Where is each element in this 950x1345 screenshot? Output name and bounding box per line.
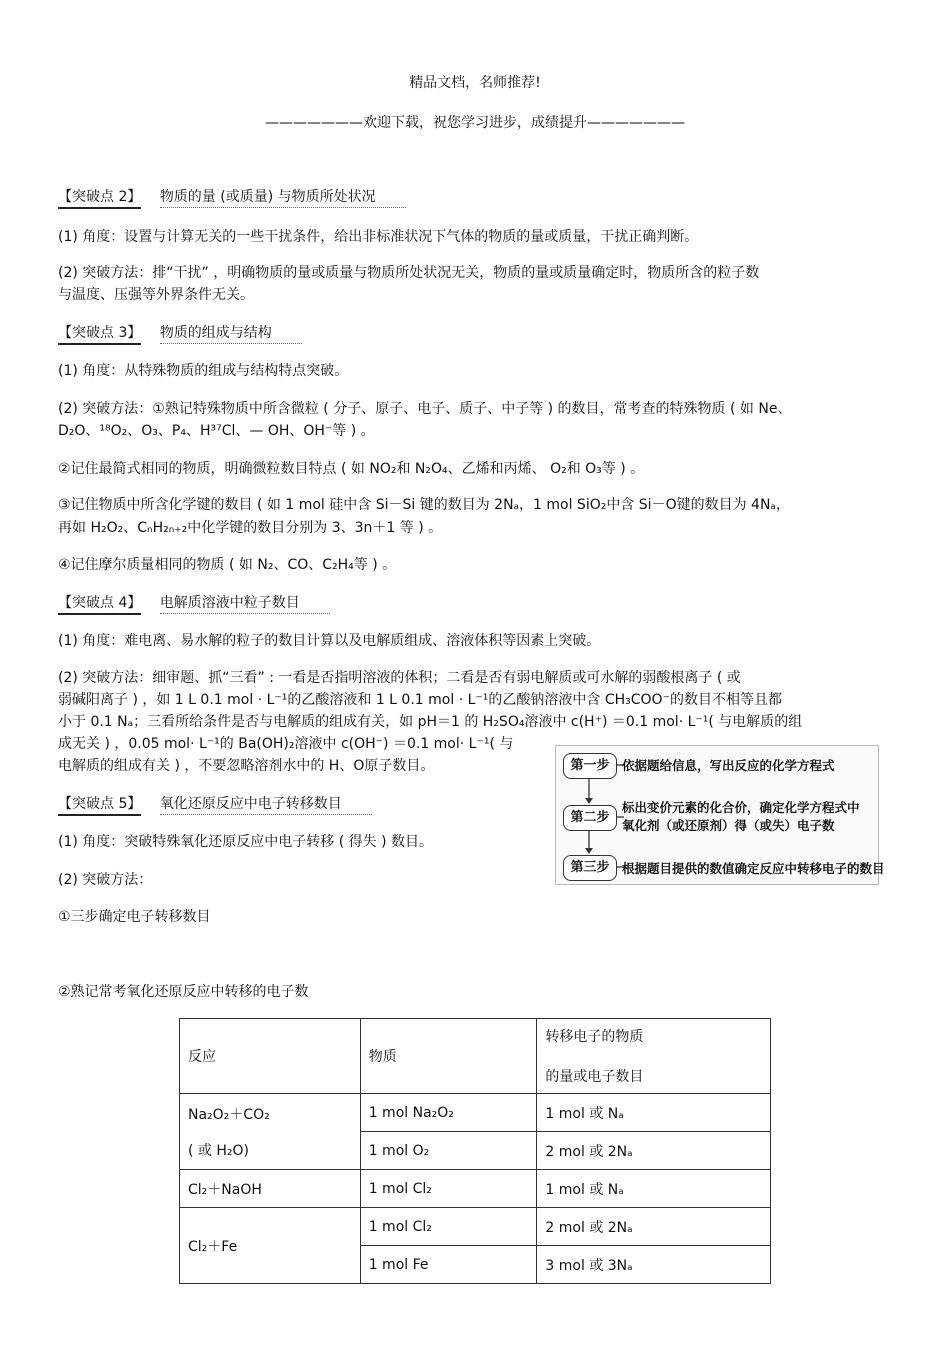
electrons-cell: 1 mol 或 Nₐ bbox=[537, 1170, 771, 1208]
section-3-heading bbox=[58, 322, 302, 342]
section-3-tag: 【突破点 3】 bbox=[58, 325, 141, 345]
s4-method-line3: 小于 0.1 Nₐ；三看所给条件是否与电解质的组成有关，如 pH＝1 的 H₂SO₄溶液中 c(H⁺) ＝0.1 mol· L⁻¹( 与电解质的组 bbox=[58, 714, 803, 730]
flow-step-1: 第一步 bbox=[563, 753, 617, 779]
table-header-row bbox=[180, 1019, 771, 1094]
s3-item3-line2: 再如 H₂O₂、CₙH₂ₙ₊₂中化学键的数目分别为 3、3n＋1 等 ) 。 bbox=[58, 520, 443, 536]
header-subtitle: ———————欢迎下载，祝您学习进步，成绩提升——————— bbox=[265, 115, 685, 131]
s3-item2: ②记住最简式相同的物质，明确微粒数目特点 ( 如 NO₂和 N₂O₄、乙烯和丙烯、 O₂和 O₃等 ) 。 bbox=[58, 461, 645, 477]
table-row bbox=[180, 1208, 771, 1246]
reaction-line1: Na₂O₂＋CO₂ bbox=[188, 1106, 270, 1123]
flow-step-2: 第二步 bbox=[563, 805, 617, 831]
table-row bbox=[180, 1094, 771, 1132]
header-electrons bbox=[537, 1019, 771, 1094]
table-row bbox=[180, 1170, 771, 1208]
reaction-line2: ( 或 H₂O) bbox=[188, 1142, 249, 1159]
section-2-title: 物质的量 (或质量) 与物质所处状况 bbox=[160, 189, 406, 208]
header-electrons-line2: 的量或电子数目 bbox=[545, 1069, 644, 1085]
section-3-title: 物质的组成与结构 bbox=[160, 325, 302, 344]
s5-method: (2) 突破方法： bbox=[58, 872, 153, 888]
electron-transfer-table bbox=[179, 1018, 771, 1284]
electrons-cell: 2 mol 或 2Nₐ bbox=[537, 1208, 771, 1246]
header-substance: 物质 bbox=[360, 1019, 537, 1094]
section-5-heading bbox=[58, 793, 372, 813]
section-4-title: 电解质溶液中粒子数目 bbox=[160, 595, 330, 614]
header-title: 精品文档，名师推荐! bbox=[409, 75, 541, 91]
section-5-tag: 【突破点 5】 bbox=[58, 796, 141, 816]
s5-item2: ②熟记常考氧化还原反应中转移的电子数 bbox=[58, 984, 309, 1000]
reaction-cell bbox=[180, 1094, 361, 1170]
s3-angle: (1) 角度：从特殊物质的组成与结构特点突破。 bbox=[58, 363, 349, 379]
flow-step-1-text: 依据题给信息，写出反应的化学方程式 bbox=[622, 758, 835, 773]
s4-method-line4: 成无关 ) ，0.05 mol· L⁻¹的 Ba(OH)₂溶液中 c(OH⁻) ＝0.1 mol· L⁻¹( 与 bbox=[58, 736, 514, 752]
flow-step-3-text: 根据题目提供的数值确定反应中转移电子的数目 bbox=[622, 861, 885, 876]
s5-angle: (1) 角度：突破特殊氧化还原反应中电子转移 ( 得失 ) 数目。 bbox=[58, 834, 434, 850]
s3-item3-line1: ③记住物质中所含化学键的数目 ( 如 1 mol 硅中含 Si－Si 键的数目为 2Nₐ，1 mol SiO₂中含 Si－O键的数目为 4Nₐ， bbox=[58, 497, 790, 513]
substance-cell: 1 mol Cl₂ bbox=[360, 1170, 537, 1208]
substance-cell: 1 mol Cl₂ bbox=[360, 1208, 537, 1246]
s5-item1: ①三步确定电子转移数目 bbox=[58, 909, 211, 925]
s3-method-line1: (2) 突破方法：①熟记特殊物质中所含微粒 ( 分子、原子、电子、质子、中子等 ) 的数目，常考查的特殊物质 ( 如 Ne、 bbox=[58, 401, 792, 417]
s3-item4: ④记住摩尔质量相同的物质 ( 如 N₂、CO、C₂H₄等 ) 。 bbox=[58, 557, 397, 573]
section-4-heading bbox=[58, 592, 330, 612]
s4-method-line2: 弱碱阳离子 ) ，如 1 L 0.1 mol · L⁻¹的乙酸溶液和 1 L 0.1 mol · L⁻¹的乙酸钠溶液中含 CH₃COO⁻的数目不相等且都 bbox=[58, 692, 782, 708]
s4-method-line1: (2) 突破方法：细审题、抓“三看” : 一看是否指明溶液的体积；二看是否有弱电解质或可水解的弱酸根离子 ( 或 bbox=[58, 670, 741, 686]
flow-step-2-text-a: 标出变价元素的化合价，确定化学方程式中 bbox=[622, 800, 860, 815]
section-4-tag: 【突破点 4】 bbox=[58, 595, 141, 615]
s4-angle: (1) 角度：难电离、易水解的粒子的数目计算以及电解质组成、溶液体积等因素上突破。 bbox=[58, 633, 601, 649]
substance-cell: 1 mol Na₂O₂ bbox=[360, 1094, 537, 1132]
electrons-cell: 2 mol 或 2Nₐ bbox=[537, 1132, 771, 1170]
flow-step-3: 第三步 bbox=[563, 855, 617, 881]
reaction-cell: Cl₂＋NaOH bbox=[180, 1170, 361, 1208]
header-electrons-line1: 转移电子的物质 bbox=[545, 1029, 644, 1045]
flow-step-2-text-b: 氧化剂（或还原剂）得（或失）电子数 bbox=[622, 818, 835, 833]
s2-method-line1: (2) 突破方法：排“干扰” ，明确物质的量或质量与物质所处状况无关，物质的量或质量确定时，物质所含的粒子数 bbox=[58, 265, 760, 281]
section-5-title: 氧化还原反应中电子转移数目 bbox=[160, 796, 372, 815]
s2-method-line2: 与温度、压强等外界条件无关。 bbox=[58, 287, 254, 303]
s2-angle: (1) 角度：设置与计算无关的一些干扰条件，给出非标准状况下气体的物质的量或质量，干扰正确判断。 bbox=[58, 229, 699, 245]
substance-cell: 1 mol O₂ bbox=[360, 1132, 537, 1170]
reaction-cell: Cl₂＋Fe bbox=[180, 1208, 361, 1284]
electrons-cell: 3 mol 或 3Nₐ bbox=[537, 1246, 771, 1284]
substance-cell: 1 mol Fe bbox=[360, 1246, 537, 1284]
section-2-tag: 【突破点 2】 bbox=[58, 189, 141, 209]
s3-method-line2: D₂O、¹⁸O₂、O₃、P₄、H³⁷Cl、— OH、OH⁻等 ) 。 bbox=[58, 423, 375, 439]
s4-method-line5: 电解质的组成有关 ) ，不要忽略溶剂水中的 H、O原子数目。 bbox=[58, 758, 435, 774]
three-step-flowchart bbox=[555, 745, 885, 885]
header-reaction: 反应 bbox=[180, 1019, 361, 1094]
section-2-heading bbox=[58, 186, 406, 206]
electrons-cell: 1 mol 或 Nₐ bbox=[537, 1094, 771, 1132]
